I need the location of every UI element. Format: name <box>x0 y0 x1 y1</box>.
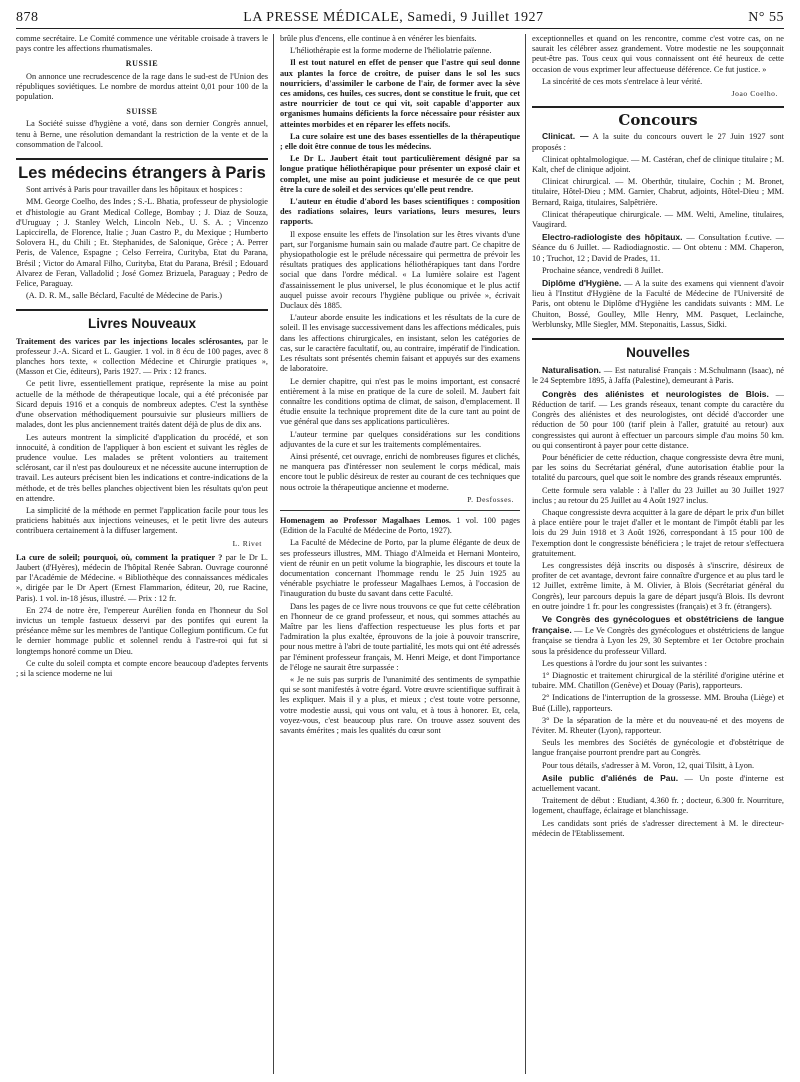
paragraph: La Faculté de Médecine de Porto, par la plume élégante de deux de ses professeurs illustres, MM. Thiago d'Almeida et Hernani Monteiro, vient de réunir en un petit volume la biographie, les discours et toute la documentation concernant l'hommage rendu le 25 Juin 1925 au vénérable psychiatre le professeur Magalhaes Lemos, à l'occasion de l'inauguration du buste du savant dans cette Faculté. <box>280 538 520 599</box>
paragraph: Cette formule sera valable : à l'aller du 23 Juillet au 30 Juillet 1927 inclus ; au retour du 25 Juillet au 4 Août 1927 inclus. <box>532 485 784 505</box>
paragraph: Pour tous détails, s'adresser à M. Voron, 12, quai Tilsitt, à Lyon. <box>542 760 755 770</box>
item-heading: Clinicat. — <box>542 131 589 142</box>
item-text: — Le Ve Congrès des gynécologues et obstétriciens de langue française se tiendra à Lyon les 29, 30 Septembre et 1er Octobre prochain sous la présidence du professeur Villard. <box>532 626 784 656</box>
paragraph: Ainsi présenté, cet ouvrage, enrichi de nombreuses figures et clichés, ne manquera pas d'intéresser non seulement le corps médical, mais encore tout le public désireux de rester au courant de ces techniques que nous octroie la thérapeutique ancienne et moderne. <box>280 451 520 492</box>
paragraph: « Je ne suis pas surpris de l'unanimité des sentiments de sympathie qui se sont manifestés à votre égard. Votre œuvre scientifique suffirait à les expliquer. Mais il y a plus, et mieux ; c'est toute votre personne, votre modestie aussi, qui vous ont valu, et à tous à honorer. Et, cela, voyez-vous, c'est beaucoup plus rare. On trouve assez souvent des savants émérites ; mais les qualités du cœur sont <box>280 674 520 735</box>
paragraph: Les candidats sont priés de s'adresser directement à M. le directeur-médecin de l'Etablissement. <box>532 818 784 838</box>
book-info: par le Dr L. Jaubert (d'Hyères), médecin de l'hôpital Renée Sabran. Ouvrage couronné par l'Académie de Médecine. « Bibliothèque des connaissances médicales », dirigée par le Dr Apert (Ernest Flammarion, éditeur, 20, rue Racine, Paris). 1 vol. in-18 jésus, illustré. — Prix : 12 fr. <box>16 552 268 603</box>
paragraph: Sont arrivés à Paris pour travailler dans les hôpitaux et hospices : <box>26 185 243 195</box>
news-item <box>532 389 784 451</box>
paragraph: Clinicat chirurgical. — M. Oberthür, titulaire, Cochin ; M. Bronet, titulaire, Hôtel-Dieu ; MM. Garnier, Chabrut, adjoints, Hôtel-Dieu ; MM. Bernard, Raiga, titulaires, Salpêtrière. <box>532 177 784 207</box>
paragraph: Les congressistes déjà inscrits ou disposés à s'inscrire, désireux de profiter de cet avantage, devront faire connaître d'urgence et au plus tard le 12 Juillet, extrême limite, à M. Olivier, à Blois (Secrétariat général du Congrès), leur parcours depuis la gare de départ jusqu'à Blois. Ils devront en outre joindre 1 fr. pour les congressistes (français) et 3 fr. (étrangers). <box>532 560 784 611</box>
news-item <box>532 773 784 794</box>
news-item <box>532 278 784 330</box>
column-divider <box>525 34 526 1074</box>
paragraph: Ce culte du soleil compta et compte encore beaucoup d'adeptes fervents ; si la science moderne ne lui <box>16 658 268 678</box>
page-header <box>16 4 784 29</box>
paragraph: On annonce une recrudescence de la rage dans le sud-est de l'Union des républiques soviétiques. Le nombre de mordus atteint 0,01 pour 100 de la population. <box>16 71 268 102</box>
item-text: — Réduction de tarif. — Les grands réseaux, tenant compte du caractère du Congrès des aliénistes et des neurologistes, ont décidé d'accorder une réduction de 50 pour 100 (tarif plein à l'aller, gratuité au retour) aux congressistes qui auront à effectuer un parcours simple d'au moins 50 km. ou qui consentiront à payer pour cette distance. <box>532 389 784 450</box>
news-item <box>532 131 784 152</box>
issue-number: N° 55 <box>748 10 784 25</box>
paragraph: Les questions à l'ordre du jour sont les suivantes : <box>542 658 707 668</box>
paragraph: La Société suisse d'hygiène a voté, dans son dernier Congrès annuel, tenu à Berne, une résolution demandant la restriction de la vente et de la consommation de l'alcool. <box>16 119 268 149</box>
signature: P. Desfosses. <box>467 494 514 504</box>
paragraph: Le dernier chapitre, qui n'est pas le moins important, est consacré entièrement à la mise en pratique de la cure de soleil. M. Jaubert fait connaître les conditions optima de climat, de saison, d'emplacement. Il étudie ensuite la technique proprement dite de la cure tant au point de vue général que dans ses applications particulières. <box>280 376 520 427</box>
paragraph: 3° De la séparation de la mère et du nouveau-né et des moyens de l'éviter. M. Rheuter (Lyon), rapporteur. <box>532 715 784 735</box>
book-entry <box>280 516 520 536</box>
paragraph: Il expose ensuite les effets de l'insolation sur les êtres vivants d'une part, sur l'organisme humain sain ou malade d'autre part. Ce chapitre de physiopathologie est le prélude nécessaire qui permettra de prévoir les résultats pratiques des applications héliothérapiques tant dans l'ordre social que dans l'ordre médical. « La lumière solaire est l'agent d'assainissement le plus universel, le plus économique et le plus actif auquel puisse avoir recours l'hygiène publique ou privée », écrivait Duclaux dès 1885. <box>280 229 520 311</box>
paragraph: Les auteurs montrent la simplicité d'application du procédé, et son innocuité, à condition de l'appliquer à bon escient et suivant les règles de prudence voulue. Les malades se prêtent volontiers au traitement sclérosant, car il n'est pas douloureux et ne nécessite aucune interruption de travail. Les auteurs précisent bien les indications et contre-indications de la méthode, et de très belles planches objectivent bien les résultats qu'on peut en attendre. <box>16 432 268 503</box>
paragraph: Traitement de début : Etudiant, 4.360 fr. ; docteur, 6.300 fr. Nourriture, logement, chauffage, éclairage et blanchissage. <box>532 796 784 816</box>
paragraph: Il est tout naturel en effet de penser que l'astre qui seul donne aux plantes la force de croître, de puiser dans le sol les sucs nourriciers, d'assimiler le carbone de l'air, de former avec la sève ces amidons, ces huiles, ces sucres, dont se constitue le fruit, que cet astre nourricier de tout ce qui vit, soit capable d'apporter aux organismes humains déficients la force nécessaire pour résister aux atteintes morbides et en réparer les effets nocifs. <box>280 58 520 129</box>
paragraph: Chaque congressiste devra acquitter à la gare de départ le prix d'un billet à place entière pour le trajet d'aller et le montant de l'impôt établi par les lois du 29 Juin 1918 et 3 Août 1926, correspondant à 15 pour 100 de l'exemption dont le congressiste bénéficiera ; le trajet de retour s'effectuera gratuitement. <box>532 507 784 558</box>
book-title: Homenagem ao Professor Magalhaes Lemos. <box>280 515 451 525</box>
article-title: Livres Nouveaux <box>16 309 268 329</box>
paragraph: 2° Indications de l'interruption de la grossesse. MM. Brouha (Liège) et Bué (Lille), rapporteurs. <box>532 693 784 713</box>
news-item <box>532 232 784 264</box>
paragraph: MM. George Coelho, des Indes ; S.-L. Bhatia, professeur de physiologie et d'histologie au Grant Medical College, Bombay ; J. Diaz de Souza, d'Uruguay ; J. Stanley Welch, Lincoln Neb., U. S. A. ; Vincenzo Lapiccirella, de Florence, Italie ; Juan Castro P., du Mexique ; Humberto Solovera H., du Chili ; Et. Stephanides, de Salonique, Grèce ; A. Perrer Peris, de Valence, Espagne ; Celso Ferreira, Curityba, Etat du Parana, Brésil ; Victor do Amaral Filho, Curityba, Etat du Parana, Brésil ; Edouard Alvarez de Feran, Valladolid ; José Gomez Brizuela, Paraguay ; Pedro de Felice, Paraguay. <box>16 197 268 289</box>
item-text: — Consultation f.cutive. — Séance du 6 Juillet. — Radiodiagnostic. — Ont obtenu : MM. Chaperon, 10 ; Truchot, 12 ; David de Prades, 11. <box>532 233 784 263</box>
item-text: — A la suite des examens qui viennent d'avoir lieu à l'Institut d'Hygiène de la Faculté de Médecine de l'Université de Paris, ont obtenu le Diplôme d'Hygiène les candidats suivants : MM. Le Chuiton, Bossé, Goulley, Mlle Henry, MM. Pasquet, Leclainche, Werblunsky, Mlle Siegler, MM. Steponaitis, Lassus, Sidki. <box>532 279 784 329</box>
paragraph: Clinicat ophtalmologique. — M. Castéran, chef de clinique titulaire ; M. Kalt, chef de clinique adjoint. <box>532 154 784 175</box>
paragraph: L'auteur aborde ensuite les indications et les résultats de la cure de soleil. Il les envisage successivement dans les affections médicales, puis dans les affections chirurgicales, en insistant, selon les catégories de cas, sur le caractère facultatif, ou, au contraire, impératif de l'indication. Les résultats sont présentés chemin faisant et appuyés sur des examens de laboratoire. <box>280 313 520 374</box>
book-entry <box>16 337 268 378</box>
item-heading: Congrès des aliénistes et neurologistes de Blois. <box>542 388 769 399</box>
paragraph: L'héliothérapie est la forme moderne de l'héliolatrie païenne. <box>290 46 492 56</box>
paragraph: Pour bénéficier de cette réduction, chaque congressiste devra être muni, par les soins du Secrétariat général, d'une autorisation établie pour la totalité du parcours, quel que soit le nombre des grands réseaux empruntés. <box>532 452 784 483</box>
item-text: — Un poste d'interne est actuellement vacant. <box>532 773 784 793</box>
column-left <box>16 34 268 1076</box>
item-heading: Ve Congrès des gynécologues et obstétriciens de langue française. <box>532 613 784 636</box>
column-divider <box>273 34 274 1074</box>
paragraph: Clinicat thérapeutique chirurgicale. — MM. Welti, Ameline, titulaires, Vaugirard. <box>532 209 784 230</box>
book-entry <box>16 553 268 604</box>
article-title: Les médecins étrangers à Paris <box>16 158 268 178</box>
paragraph: Le Dr L. Jaubert était tout particulièrement désigné par sa longue pratique héliothérapique pour présenter un exposé clair et complet, une mise au point judicieuse et mesurée de ce que peut être la cure de soleil et des services qu'elle peut rendre. <box>280 154 520 194</box>
paragraph: L'auteur en étudie d'abord les bases scientifiques : composition des radiations solaires, leurs variations, leurs mesures, leurs rapports. <box>280 197 520 227</box>
item-text: A la suite du concours ouvert le 27 Juin 1927 sont proposés : <box>532 132 784 152</box>
section-heading: RUSSIE <box>125 59 159 69</box>
paragraph: (A. D. R. M., salle Béclard, Faculté de Médecine de Paris.) <box>26 291 223 301</box>
masthead: LA PRESSE MÉDICALE, Samedi, 9 Juillet 1927 <box>243 10 544 25</box>
paragraph: La simplicité de la méthode en permet l'application facile pour tous les praticiens habitués aux injections veineuses, et le petit livre des auteurs contribuera certainement à la diffuser largement. <box>16 505 268 536</box>
news-item <box>532 365 784 386</box>
column-right <box>532 34 784 1076</box>
book-info: 1 vol. 100 pages (Edition de la Faculté de Médecine de Porto, 1927). <box>280 515 520 536</box>
book-title: La cure de soleil; pourquoi, où, comment la pratiquer ? <box>16 552 223 562</box>
section-heading: SUISSE <box>126 107 158 117</box>
paragraph: La sincérité de ces mots s'entrelace à leur vérité. <box>542 76 703 86</box>
paragraph: brûle plus d'encens, elle continue à en vénérer les bienfaits. <box>280 34 477 43</box>
paragraph: exceptionnelles et quand on les rencontre, comme c'est votre cas, on ne saurait les célébrer assez grandement. Votre modestie ne les soupçonnait peut-être pas. Tous ceux qui vous connaissent ont été heureux de cette occasion de vous exprimer leur affectueuse déférence. Ce fut justice. » <box>532 34 784 74</box>
item-text: — Est naturalisé Français : M.Schulmann (Isaac), né le 24 Septembre 1895, à Jaffa (Palestine), demeurant à Paris. <box>532 366 784 386</box>
paragraph: Seuls les membres des Sociétés de gynécologie et d'obstétrique de langue française pourront prendre part au Congrès. <box>532 738 784 758</box>
paragraph: En 274 de notre ère, l'empereur Aurélien fonda en l'honneur du Sol invictus un temple fastueux desservi par des pontifes qui eurent la préséance même sur les membres de l'antique Collegium pontificum. Ce fut le dernier hommage public et solennel rendu à l'astre-roi qui fut si longtemps honoré comme un Dieu. <box>16 605 268 656</box>
paragraph: 1° Diagnostic et traitement chirurgical de la stérilité d'origine utérine et tubaire. MM. Chatillon (Genève) et Douay (Paris), rapporteurs. <box>532 670 784 691</box>
paragraph: comme secrétaire. Le Comité commence une véritable croisade à travers le pays contre les affections rhumatismales. <box>16 34 268 54</box>
article-title: Nouvelles <box>532 338 784 358</box>
column-middle <box>280 34 520 1076</box>
page-number: 878 <box>16 10 39 25</box>
item-heading: Electro-radiologiste des hôpitaux. <box>542 232 683 243</box>
book-title: Traitement des varices par les injections locales sclérosantes, <box>16 336 244 346</box>
paragraph: La cure solaire est une des bases essentielles de la thérapeutique ; elle doit être connue de tous les médecins. <box>280 131 520 152</box>
item-heading: Naturalisation. <box>542 365 602 376</box>
divider <box>280 510 520 511</box>
article-title: Concours <box>532 106 784 125</box>
paragraph: Dans les pages de ce livre nous trouvons ce que fut cette célébration en l'honneur de ce grand professeur, et nous, qui sommes attachés au Maître par les liens d'affection respectueuse les plus forts et par l'admiration la plus exaltée, éprouvons de la joie à pouvoir transcrire, pour nous mettre à l'abri de toute partialité, les mots qui ont été adressés par l'éminent professeur français, M. Henri Meige, et dont l'importance de l'éloge ne saurait être surpassée : <box>280 601 520 672</box>
paragraph: L'auteur termine par quelques considérations sur les conditions adjuvantes de la cure et sur les traitements complémentaires. <box>280 429 520 449</box>
item-heading: Asile public d'aliénés de Pau. <box>542 772 679 783</box>
signature: L. Rivet <box>232 538 262 548</box>
paragraph: Prochaine séance, vendredi 8 Juillet. <box>542 265 664 275</box>
item-heading: Diplôme d'Hygiène. <box>542 278 622 289</box>
signature: Joao Coelho. <box>731 89 778 99</box>
paragraph: Ce petit livre, essentiellement pratique, représente la mise au point actuelle de la méthode de thérapeutique locale, qui a été préconisée par Sicard depuis 1916 et a conquis de nombreux adeptes. C'est la synthèse d'une observation méthodiquement poursuivie sur plusieurs milliers de malades, dont les plus anciennement traités datent déjà de plus de dix ans. <box>16 379 268 430</box>
news-item <box>532 614 784 657</box>
book-info: par le professeur J.-A. Sicard et L. Gaugier. 1 vol. in 8 écu de 100 pages, avec 8 planches hors texte, « collection Médecine et Chirurgie pratiques », (Masson et Cie, éditeurs), Paris 1927. — Prix : 12 francs. <box>16 336 268 377</box>
